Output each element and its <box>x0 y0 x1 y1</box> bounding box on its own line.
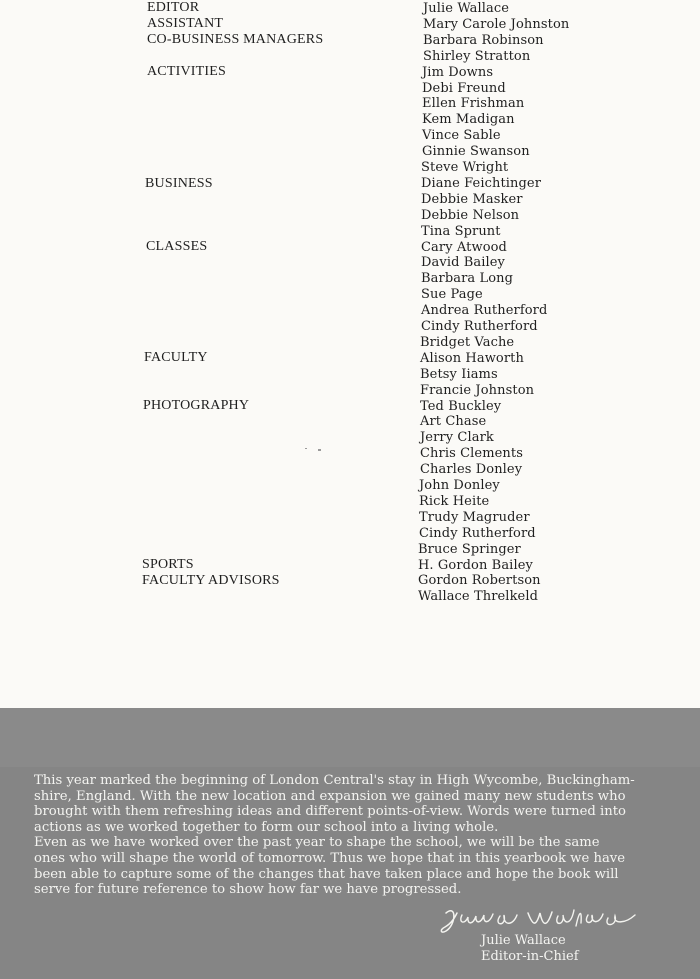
message-line: This year marked the beginning of London Central's stay in High Wycombe, Buckingham- <box>34 773 635 788</box>
staff-name: H. Gordon Bailey <box>418 557 533 573</box>
staff-name: Wallace Threlkeld <box>418 589 539 605</box>
staff-name: Shirley Stratton <box>423 48 531 64</box>
handwritten-signature <box>437 900 647 935</box>
staff-name: Rick Heite <box>419 493 490 509</box>
staff-role: BUSINESS <box>145 176 213 191</box>
staff-name: David Bailey <box>421 255 505 271</box>
staff-name: Steve Wright <box>421 160 509 175</box>
staff-name: Diane Feichtinger <box>421 175 542 191</box>
staff-name: Ted Buckley <box>420 398 502 414</box>
message-line: shire, England. With the new location and expansion we gained many new students who <box>34 788 626 804</box>
staff-role: SPORTS <box>142 557 194 572</box>
message-line: been able to capture some of the changes that have taken place and hope the book will <box>34 866 619 882</box>
staff-name: Cindy Rutherford <box>421 319 538 334</box>
staff-name: Jerry Clark <box>420 430 494 446</box>
staff-name: Ginnie Swanson <box>422 144 530 160</box>
staff-role: ACTIVITIES <box>147 64 226 79</box>
staff-name: Chris Clements <box>420 446 523 462</box>
staff-name: Vince Sable <box>422 128 501 144</box>
staff-name: Art Chase <box>420 414 487 430</box>
staff-name: Debi Freund <box>422 80 506 96</box>
staff-name: Tina Sprunt <box>421 223 501 239</box>
staff-name: Barbara Long <box>421 271 514 287</box>
staff-role: CO-BUSINESS MANAGERS <box>147 32 324 47</box>
staff-name: Jim Downs <box>422 64 494 80</box>
staff-name: Julie Wallace <box>423 1 510 16</box>
staff-name: Alison Haworth <box>420 350 524 366</box>
staff-name: Bridget Vache <box>420 334 515 350</box>
staff-role: EDITOR <box>147 0 200 15</box>
message-line: actions as we worked together to form our school into a living whole. <box>34 819 499 835</box>
staff-name: Francie Johnston <box>420 382 535 398</box>
staff-name: Gordon Robertson <box>418 573 541 589</box>
message-line: Even as we have worked over the past year to shape the school, we will be the same <box>34 835 600 851</box>
signer-title: Editor-in-Chief <box>481 949 579 964</box>
staff-name: Kem Madigan <box>422 112 515 128</box>
editor-message <box>34 773 674 898</box>
paper-speck <box>318 449 321 451</box>
staff-role: FACULTY <box>144 350 208 365</box>
staff-name: Charles Donley <box>420 462 523 478</box>
message-line: serve for future reference to show how far we have progressed. <box>34 882 462 898</box>
staff-name: Sue Page <box>421 287 483 303</box>
staff-name: Debbie Masker <box>421 191 523 207</box>
staff-name: Betsy Iiams <box>420 366 498 382</box>
staff-name: John Donley <box>419 478 500 493</box>
staff-name: Barbara Robinson <box>423 32 544 48</box>
staff-name: Debbie Nelson <box>421 207 520 223</box>
staff-role: ASSISTANT <box>147 16 224 31</box>
staff-name: Mary Carole Johnston <box>423 16 570 32</box>
staff-role: PHOTOGRAPHY <box>143 398 250 413</box>
paper-speck <box>305 448 307 449</box>
staff-name: Cindy Rutherford <box>419 525 536 541</box>
staff-name: Andrea Rutherford <box>421 303 548 319</box>
staff-name: Trudy Magruder <box>419 509 530 525</box>
staff-name: Cary Atwood <box>421 239 507 255</box>
signer-name: Julie Wallace <box>481 933 566 948</box>
staff-role: FACULTY ADVISORS <box>142 573 280 588</box>
message-line: brought with them refreshing ideas and different points-of-view. Words were turned into <box>34 804 626 820</box>
staff-name: Bruce Springer <box>418 541 521 557</box>
staff-name: Ellen Frishman <box>422 96 525 112</box>
message-line: ones who will shape the world of tomorrow. Thus we hope that in this yearbook we have <box>34 850 626 866</box>
staff-role: CLASSES <box>146 239 208 254</box>
